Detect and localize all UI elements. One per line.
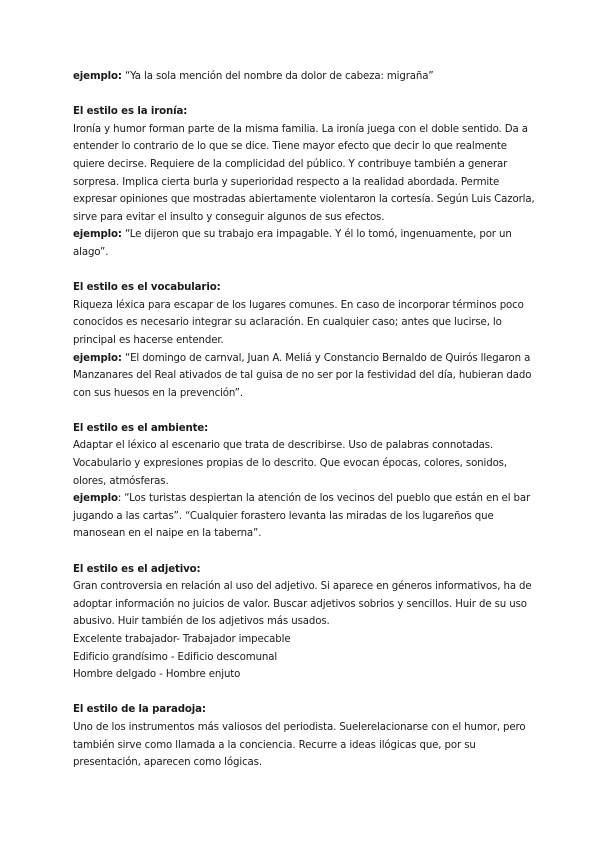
document-page — [73, 68, 535, 772]
section-title: El estilo es el vocabulario: — [73, 282, 221, 294]
example-label: ejemplo — [73, 493, 118, 505]
body-line: quiere decirse. Requiere de la complicidad del público. Y contribuye también a generar — [73, 158, 508, 170]
example-text: “Ya la sola mención del nombre da dolor de cabeza: migraña” — [121, 71, 434, 82]
section-title: El estilo es el adjetivo: — [73, 563, 201, 575]
body-line: sorpresa. Implica cierta burla y superioridad respecto a la realidad abordada. Permite — [73, 176, 500, 188]
body-line: Ironía y humor forman parte de la misma familia. La ironía juega con el doble sentido. Da a — [73, 123, 528, 135]
body-line: Hombre delgado - Hombre enjuto — [73, 669, 241, 681]
section-ironia — [73, 103, 535, 261]
section-title: El estilo es la ironía: — [73, 106, 188, 118]
spacer — [73, 402, 535, 420]
example-text: “El domingo de carnval, Juan A. Meliá y Constancio Bernaldo de Quirós llegaron a — [121, 352, 531, 364]
body-line: presentación, aparecen como lógicas. — [73, 757, 262, 769]
body-line: Riqueza léxica para escapar de los lugares comunes. En caso de incorporar términos poco — [73, 299, 524, 311]
body-line: Excelente trabajador- Trabajador impecable — [73, 634, 291, 645]
example-line: con sus huesos en la prevención”. — [73, 387, 243, 399]
body-line: expresar opiniones que mostradas abiertamente violentaron la cortesía. Según Luis Cazorla, — [73, 194, 535, 206]
section-vocabulario — [73, 279, 535, 402]
body-line: Vocabulario y expresiones propias de lo descrito. Que evocan épocas, colores, sonidos, — [73, 458, 507, 470]
example-line — [73, 490, 535, 508]
spacer — [73, 684, 535, 702]
example-line — [73, 226, 535, 244]
example-line: manosean en el naipe en la taberna”. — [73, 528, 262, 540]
body-line: sirve para evitar el insulto y conseguir algunos de sus efectos. — [73, 211, 385, 223]
example-label: ejemplo: — [73, 352, 122, 364]
body-line: principal es hacerse entender. — [73, 334, 224, 346]
section-title: El estilo de la paradoja: — [73, 704, 206, 716]
spacer — [73, 262, 535, 280]
example-line: alago”. — [73, 246, 109, 258]
spacer — [73, 543, 535, 561]
body-line: adoptar información no juicios de valor. Buscar adjetivos sobrios y sencillos. Huir de su uso — [73, 598, 527, 610]
body-line: entender lo contrario de lo que se dice. Tiene mayor efecto que decir lo que realmente — [73, 141, 507, 153]
example-line — [73, 350, 535, 368]
spacer — [73, 86, 535, 104]
body-line: abusivo. Huir también de los adjetivos más usados. — [73, 616, 330, 628]
example-text: “Le dijeron que su trabajo era impagable. Y él lo tomó, ingenuamente, por un — [121, 229, 512, 241]
body-line: Gran controversia en relación al uso del adjetivo. Si aparece en géneros informativos, ha de — [73, 581, 532, 593]
example-label: ejemplo: — [73, 71, 122, 82]
body-line: conocidos es necesario integrar su aclaración. En cualquier caso; antes que lucirse, lo — [73, 317, 502, 329]
section-title: El estilo es el ambiente: — [73, 422, 209, 434]
body-line: Edificio grandísimo - Edificio descomunal — [73, 651, 278, 663]
body-line: Adaptar el léxico al escenario que trata de describirse. Uso de palabras connotadas. — [73, 440, 494, 452]
example-line: Manzanares del Real ativados de tal guisa de no ser por la festividad del día, hubieran dado — [73, 370, 532, 382]
example-line: jugando a las cartas”. “Cualquier forastero levanta las miradas de los lugareños que — [73, 510, 494, 522]
intro-example — [73, 68, 535, 86]
example-label: ejemplo: — [73, 229, 122, 241]
body-line: también sirve como llamada a la conciencia. Recurre a ideas ilógicas que, por su — [73, 739, 476, 751]
body-line: Uno de los instrumentos más valiosos del periodista. Suelerelacionarse con el humor, pero — [73, 721, 526, 733]
example-text: : “Los turistas despiertan la atención de los vecinos del pueblo que están en el bar — [117, 493, 531, 505]
section-ambiente — [73, 420, 535, 543]
body-line: olores, atmósferas. — [73, 475, 169, 487]
section-paradoja — [73, 701, 535, 771]
section-adjetivo — [73, 561, 535, 684]
